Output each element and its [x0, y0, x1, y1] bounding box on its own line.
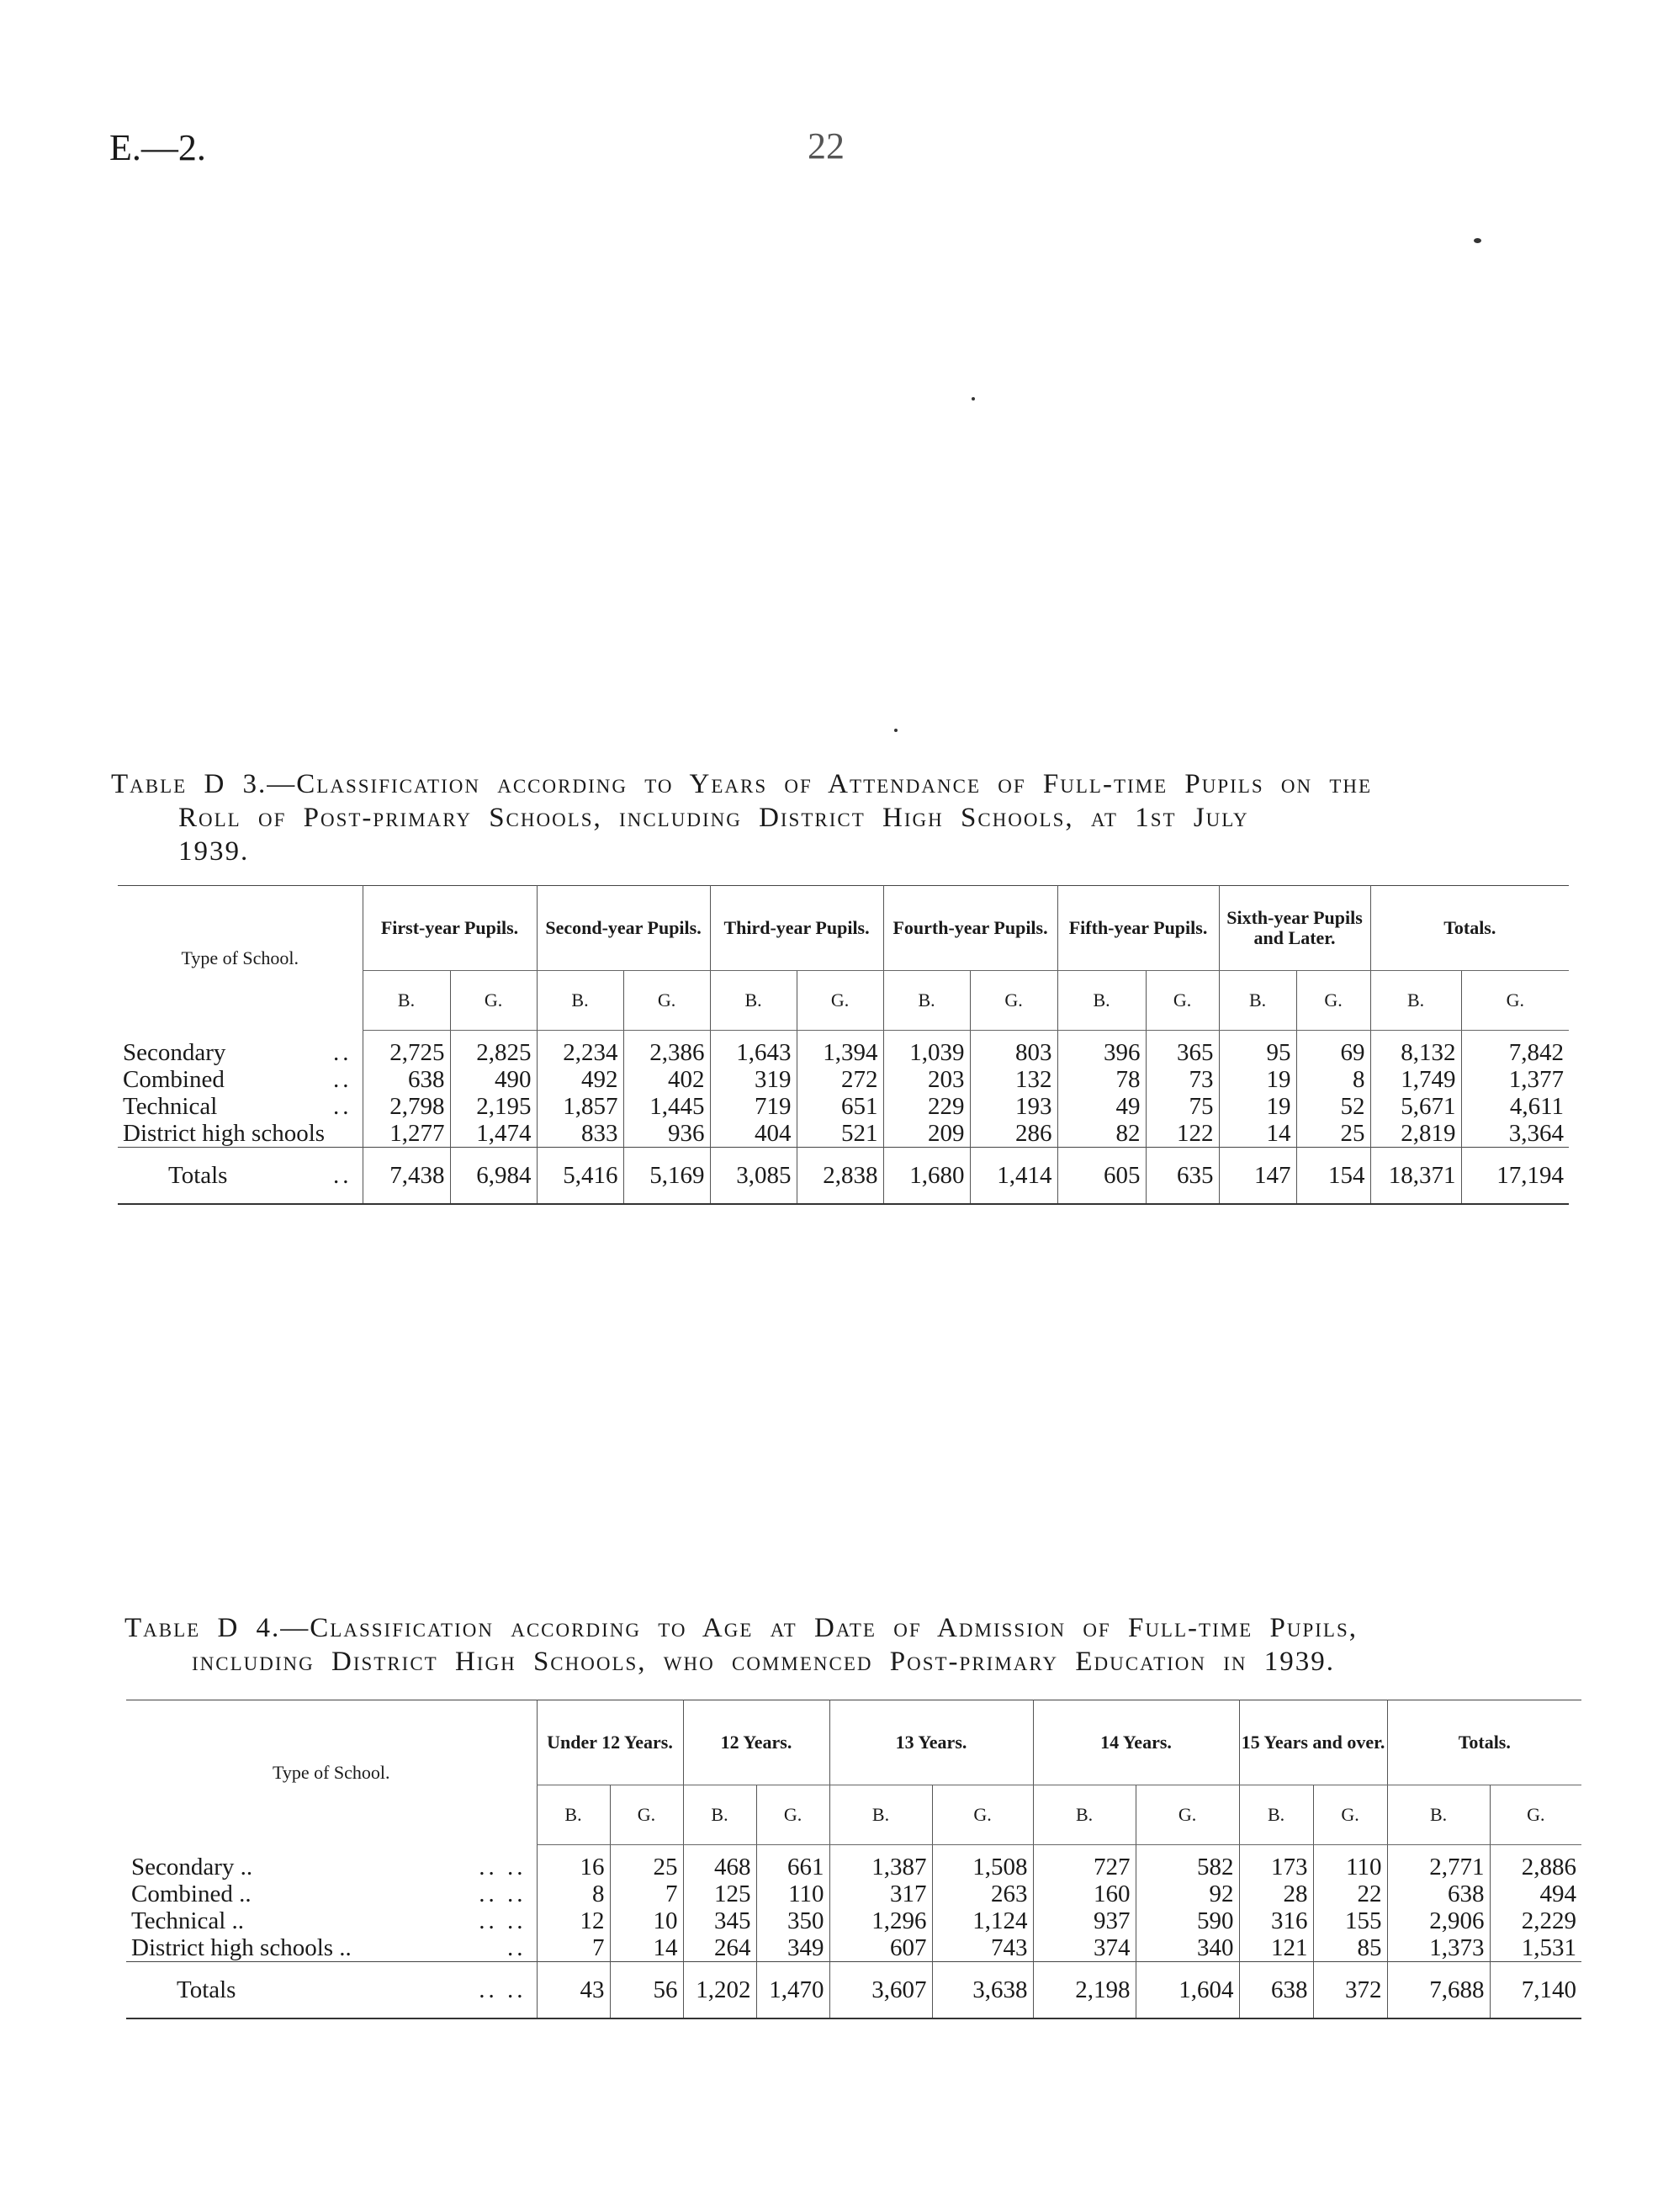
- girls-value-cell: 661: [756, 1845, 829, 1881]
- girls-value-cell: 110: [756, 1880, 829, 1907]
- boys-column-header: B.: [1239, 1785, 1313, 1845]
- boys-value-cell: 82: [1057, 1120, 1146, 1148]
- boys-value-cell: 1,039: [883, 1031, 970, 1067]
- girls-column-header: G.: [1136, 1785, 1239, 1845]
- girls-column-header: G.: [1313, 1785, 1387, 1845]
- boys-value-cell: 14: [1219, 1120, 1296, 1148]
- girls-value-cell: 154: [1296, 1148, 1370, 1205]
- girls-value-cell: 17,194: [1461, 1148, 1569, 1205]
- girls-column-header: G.: [1296, 971, 1370, 1031]
- girls-value-cell: 6,984: [450, 1148, 537, 1205]
- girls-value-cell: 2,825: [450, 1031, 537, 1067]
- boys-value-cell: 16: [537, 1845, 610, 1881]
- group-header: Totals.: [1370, 886, 1569, 971]
- girls-value-cell: 4,611: [1461, 1093, 1569, 1120]
- girls-value-cell: 155: [1313, 1907, 1387, 1934]
- boys-value-cell: 173: [1239, 1845, 1313, 1881]
- girls-value-cell: 340: [1136, 1934, 1239, 1962]
- boys-value-cell: 8: [537, 1880, 610, 1907]
- boys-value-cell: 2,725: [363, 1031, 450, 1067]
- boys-value-cell: 2,906: [1387, 1907, 1490, 1934]
- group-header: Under 12 Years.: [537, 1700, 683, 1785]
- girls-value-cell: 1,377: [1461, 1066, 1569, 1093]
- boys-value-cell: 121: [1239, 1934, 1313, 1962]
- girls-value-cell: 494: [1490, 1880, 1581, 1907]
- boys-value-cell: 605: [1057, 1148, 1146, 1205]
- boys-value-cell: 78: [1057, 1066, 1146, 1093]
- boys-value-cell: 209: [883, 1120, 970, 1148]
- row-label: [126, 1934, 537, 1962]
- leader-dots: ..: [507, 1934, 527, 1961]
- leader-dots: ..: [333, 1093, 352, 1120]
- boys-value-cell: 2,771: [1387, 1845, 1490, 1881]
- row-label: [118, 1031, 363, 1067]
- boys-value-cell: 19: [1219, 1066, 1296, 1093]
- type-of-school-header: Type of School.: [272, 1761, 390, 1783]
- boys-value-cell: 147: [1219, 1148, 1296, 1205]
- girls-value-cell: 286: [970, 1120, 1057, 1148]
- group-header: Sixth-year Pupils and Later.: [1219, 886, 1370, 971]
- boys-value-cell: 19: [1219, 1093, 1296, 1120]
- totals-row: [126, 1962, 1581, 2019]
- girls-value-cell: 8: [1296, 1066, 1370, 1093]
- row-label-text: Totals: [177, 1976, 236, 2003]
- girls-value-cell: 7: [610, 1880, 683, 1907]
- boys-value-cell: 1,373: [1387, 1934, 1490, 1962]
- girls-value-cell: 22: [1313, 1880, 1387, 1907]
- girls-value-cell: 349: [756, 1934, 829, 1962]
- boys-value-cell: 492: [537, 1066, 623, 1093]
- boys-value-cell: 345: [683, 1907, 756, 1934]
- girls-column-header: G.: [756, 1785, 829, 1845]
- girls-value-cell: 25: [610, 1845, 683, 1881]
- group-header: Fifth-year Pupils.: [1057, 886, 1219, 971]
- girls-value-cell: 582: [1136, 1845, 1239, 1881]
- boys-column-header: B.: [710, 971, 797, 1031]
- boys-value-cell: 1,749: [1370, 1066, 1461, 1093]
- girls-value-cell: 193: [970, 1093, 1057, 1120]
- boys-value-cell: 374: [1033, 1934, 1136, 1962]
- girls-column-header: G.: [797, 971, 883, 1031]
- boys-column-header: B.: [363, 971, 450, 1031]
- type-of-school-header: Type of School.: [181, 947, 299, 968]
- boys-value-cell: 8,132: [1370, 1031, 1461, 1067]
- boys-value-cell: 638: [363, 1066, 450, 1093]
- boys-value-cell: 404: [710, 1120, 797, 1148]
- boys-value-cell: 160: [1033, 1880, 1136, 1907]
- girls-column-header: G.: [450, 971, 537, 1031]
- leader-dots: ..: [333, 1066, 352, 1093]
- girls-value-cell: 10: [610, 1907, 683, 1934]
- scan-speck: [972, 397, 975, 400]
- boys-value-cell: 1,643: [710, 1031, 797, 1067]
- table-row: [126, 1845, 1581, 1881]
- girls-value-cell: 803: [970, 1031, 1057, 1067]
- table-row: [126, 1934, 1581, 1962]
- boys-value-cell: 229: [883, 1093, 970, 1120]
- girls-value-cell: 2,886: [1490, 1845, 1581, 1881]
- table-row: [118, 1093, 1569, 1120]
- boys-column-header: B.: [1033, 1785, 1136, 1845]
- table-d3-caption-line1: Table D 3.—Classification according to Years of Attendance of Full-time Pupils on the: [111, 769, 1373, 799]
- boys-column-header: B.: [1057, 971, 1146, 1031]
- girls-value-cell: 402: [623, 1066, 710, 1093]
- boys-value-cell: 3,607: [829, 1962, 932, 2019]
- girls-column-header: G.: [970, 971, 1057, 1031]
- boys-value-cell: 2,198: [1033, 1962, 1136, 2019]
- boys-value-cell: 1,277: [363, 1120, 450, 1148]
- table-row: [126, 1907, 1581, 1934]
- group-header: Third-year Pupils.: [710, 886, 883, 971]
- girls-column-header: G.: [1461, 971, 1569, 1031]
- table-row: [118, 1120, 1569, 1148]
- girls-value-cell: 52: [1296, 1093, 1370, 1120]
- girls-value-cell: 7,842: [1461, 1031, 1569, 1067]
- boys-value-cell: 937: [1033, 1907, 1136, 1934]
- girls-value-cell: 651: [797, 1093, 883, 1120]
- boys-value-cell: 43: [537, 1962, 610, 2019]
- boys-value-cell: 319: [710, 1066, 797, 1093]
- boys-value-cell: 203: [883, 1066, 970, 1093]
- boys-value-cell: 5,416: [537, 1148, 623, 1205]
- row-label-text: District high schools: [123, 1120, 326, 1147]
- table-d4-caption-line2: including District High Schools, who commenced Post-primary Education in 1939.: [192, 1647, 1336, 1677]
- girls-column-header: G.: [610, 1785, 683, 1845]
- girls-value-cell: 14: [610, 1934, 683, 1962]
- leader-dots: .. ..: [479, 1976, 527, 2003]
- leader-dots: ..: [333, 1161, 352, 1189]
- boys-value-cell: 1,296: [829, 1907, 932, 1934]
- girls-value-cell: 85: [1313, 1934, 1387, 1962]
- girls-value-cell: 372: [1313, 1962, 1387, 2019]
- girls-value-cell: 350: [756, 1907, 829, 1934]
- row-label-text: Technical: [123, 1093, 218, 1120]
- boys-value-cell: 2,798: [363, 1093, 450, 1120]
- girls-value-cell: 110: [1313, 1845, 1387, 1881]
- girls-value-cell: 1,508: [932, 1845, 1033, 1881]
- scan-speck: [1474, 238, 1481, 243]
- row-label-text: Combined: [123, 1066, 225, 1093]
- girls-column-header: G.: [623, 971, 710, 1031]
- page-number: 22: [808, 125, 845, 167]
- girls-value-cell: 1,445: [623, 1093, 710, 1120]
- girls-value-cell: 743: [932, 1934, 1033, 1962]
- group-header: 15 Years and over.: [1239, 1700, 1387, 1785]
- girls-value-cell: 365: [1146, 1031, 1219, 1067]
- boys-value-cell: 317: [829, 1880, 932, 1907]
- row-label: [126, 1907, 537, 1934]
- table-row: [118, 1031, 1569, 1067]
- row-label: [126, 1880, 537, 1907]
- boys-value-cell: 7,688: [1387, 1962, 1490, 2019]
- girls-value-cell: 3,638: [932, 1962, 1033, 2019]
- table-d3-caption-line2: Roll of Post-primary Schools, including District High Schools, at 1st July: [178, 803, 1249, 833]
- girls-value-cell: 1,124: [932, 1907, 1033, 1934]
- boys-column-header: B.: [829, 1785, 932, 1845]
- girls-value-cell: 5,169: [623, 1148, 710, 1205]
- boys-column-header: B.: [1387, 1785, 1490, 1845]
- boys-value-cell: 468: [683, 1845, 756, 1881]
- scan-speck: [894, 729, 898, 732]
- girls-value-cell: 75: [1146, 1093, 1219, 1120]
- group-header: 14 Years.: [1033, 1700, 1239, 1785]
- girls-value-cell: 25: [1296, 1120, 1370, 1148]
- girls-value-cell: 73: [1146, 1066, 1219, 1093]
- boys-value-cell: 638: [1387, 1880, 1490, 1907]
- boys-value-cell: 7: [537, 1934, 610, 1962]
- table-d4-caption: [124, 1611, 1580, 1679]
- row-label: [118, 1066, 363, 1093]
- row-label-text: Combined ..: [131, 1880, 252, 1907]
- girls-value-cell: 122: [1146, 1120, 1219, 1148]
- group-header: Fourth-year Pupils.: [883, 886, 1057, 971]
- girls-value-cell: 521: [797, 1120, 883, 1148]
- row-label-text: Totals: [168, 1161, 228, 1189]
- table-d4-caption-line1: Table D 4.—Classification according to Age at Date of Admission of Full-time Pupils,: [124, 1613, 1358, 1643]
- leader-dots: .. ..: [479, 1853, 527, 1880]
- boys-value-cell: 607: [829, 1934, 932, 1962]
- boys-value-cell: 7,438: [363, 1148, 450, 1205]
- girls-value-cell: 1,604: [1136, 1962, 1239, 2019]
- group-header: First-year Pupils.: [363, 886, 537, 971]
- row-label: [118, 1093, 363, 1120]
- girls-value-cell: 56: [610, 1962, 683, 2019]
- girls-value-cell: 1,394: [797, 1031, 883, 1067]
- group-header: 13 Years.: [829, 1700, 1033, 1785]
- table-d3: [118, 885, 1569, 1205]
- row-label-text: Secondary: [123, 1038, 226, 1066]
- boys-value-cell: 2,819: [1370, 1120, 1461, 1148]
- boys-value-cell: 1,857: [537, 1093, 623, 1120]
- totals-row: [118, 1148, 1569, 1205]
- group-header: Second-year Pupils.: [537, 886, 710, 971]
- girls-value-cell: 2,838: [797, 1148, 883, 1205]
- girls-value-cell: 92: [1136, 1880, 1239, 1907]
- leader-dots: ..: [333, 1038, 352, 1066]
- girls-value-cell: 132: [970, 1066, 1057, 1093]
- boys-value-cell: 3,085: [710, 1148, 797, 1205]
- girls-value-cell: 272: [797, 1066, 883, 1093]
- boys-value-cell: 1,202: [683, 1962, 756, 2019]
- boys-value-cell: 638: [1239, 1962, 1313, 2019]
- girls-value-cell: 490: [450, 1066, 537, 1093]
- boys-column-header: B.: [683, 1785, 756, 1845]
- boys-column-header: B.: [537, 1785, 610, 1845]
- boys-value-cell: 719: [710, 1093, 797, 1120]
- leader-dots: .. ..: [479, 1880, 527, 1907]
- girls-value-cell: 1,470: [756, 1962, 829, 2019]
- row-label: [118, 1148, 363, 1205]
- boys-value-cell: 18,371: [1370, 1148, 1461, 1205]
- girls-value-cell: 2,195: [450, 1093, 537, 1120]
- girls-value-cell: 2,229: [1490, 1907, 1581, 1934]
- boys-value-cell: 28: [1239, 1880, 1313, 1907]
- boys-value-cell: 396: [1057, 1031, 1146, 1067]
- girls-value-cell: 635: [1146, 1148, 1219, 1205]
- group-header: 12 Years.: [683, 1700, 829, 1785]
- table-d3-caption: [111, 767, 1566, 868]
- boys-value-cell: 833: [537, 1120, 623, 1148]
- girls-value-cell: 1,414: [970, 1148, 1057, 1205]
- girls-value-cell: 263: [932, 1880, 1033, 1907]
- boys-value-cell: 125: [683, 1880, 756, 1907]
- row-label: [118, 1120, 363, 1148]
- table-d3-caption-line3: 1939.: [178, 836, 250, 867]
- row-label-text: Secondary ..: [131, 1853, 253, 1880]
- girls-column-header: G.: [1146, 971, 1219, 1031]
- boys-value-cell: 95: [1219, 1031, 1296, 1067]
- boys-column-header: B.: [537, 971, 623, 1031]
- boys-value-cell: 5,671: [1370, 1093, 1461, 1120]
- table-d4: [126, 1700, 1581, 2019]
- girls-value-cell: 69: [1296, 1031, 1370, 1067]
- boys-value-cell: 264: [683, 1934, 756, 1962]
- leader-dots: .. ..: [479, 1907, 527, 1934]
- group-header: Totals.: [1387, 1700, 1581, 1785]
- girls-column-header: G.: [1490, 1785, 1581, 1845]
- girls-value-cell: 1,474: [450, 1120, 537, 1148]
- girls-value-cell: 2,386: [623, 1031, 710, 1067]
- boys-value-cell: 49: [1057, 1093, 1146, 1120]
- row-label-text: Technical ..: [131, 1907, 245, 1934]
- row-label: [126, 1845, 537, 1881]
- boys-column-header: B.: [883, 971, 970, 1031]
- table-row: [118, 1066, 1569, 1093]
- boys-value-cell: 727: [1033, 1845, 1136, 1881]
- girls-column-header: G.: [932, 1785, 1033, 1845]
- table-row: [126, 1880, 1581, 1907]
- row-label: [126, 1962, 537, 2019]
- boys-value-cell: 2,234: [537, 1031, 623, 1067]
- girls-value-cell: 590: [1136, 1907, 1239, 1934]
- girls-value-cell: 7,140: [1490, 1962, 1581, 2019]
- girls-value-cell: 1,531: [1490, 1934, 1581, 1962]
- boys-column-header: B.: [1370, 971, 1461, 1031]
- row-label-text: District high schools ..: [131, 1934, 352, 1961]
- document-reference: E.—2.: [109, 127, 206, 168]
- girls-value-cell: 3,364: [1461, 1120, 1569, 1148]
- boys-value-cell: 12: [537, 1907, 610, 1934]
- boys-value-cell: 316: [1239, 1907, 1313, 1934]
- boys-value-cell: 1,387: [829, 1845, 932, 1881]
- boys-value-cell: 1,680: [883, 1148, 970, 1205]
- girls-value-cell: 936: [623, 1120, 710, 1148]
- boys-column-header: B.: [1219, 971, 1296, 1031]
